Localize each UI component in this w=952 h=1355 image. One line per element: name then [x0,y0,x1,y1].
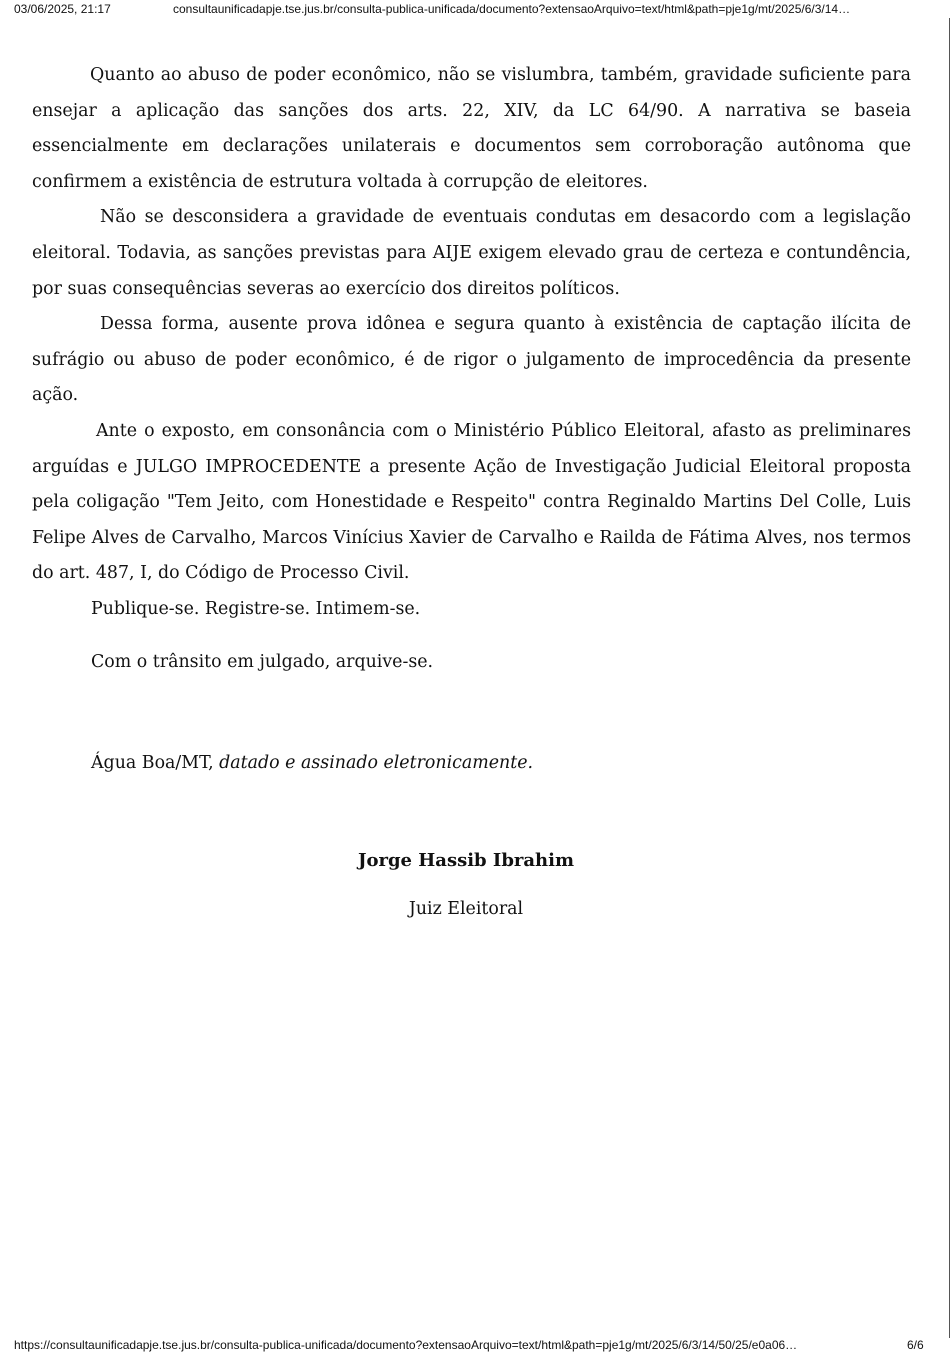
closing-archive: Com o trânsito em julgado, arquive-se. [91,652,434,672]
paragraph-dispositivo: Ante o exposto, em consonância com o Ministério Público Eleitoral, afasto as preliminares arguídas e JULGO IMPROCEDENTE a presente Ação de Investigação Judicial Eleitoral proposta pela coligação "Tem Jeito, com Honestidade e Respeito" contra Reginaldo Martins Del Colle, Luis Felipe Alves de Carvalho, Marcos Vinícius Xavier de Carvalho e Railda de Fátima Alves, nos termos do art. 487, I, do Código de Processo Civil. [32,420,911,584]
signature-name: Jorge Hassib Ibrahim [357,850,575,871]
place-italic-text: datado e assinado eletronicamente. [219,753,534,773]
print-footer-url: https://consultaunificadapje.tse.jus.br/consulta-publica-unificada/documento?extensaoArquivo=text/html&path=pje1g/mt/2025/6/3/14/50/25/e0a06… [14,1338,798,1352]
page-number: 6/6 [907,1338,924,1352]
paragraph-abuso-poder: Quanto ao abuso de poder econômico, não se vislumbra, também, gravidade suficiente para ensejar a aplicação das sanções dos arts. 22, XIV, da LC 64/90. A narrativa se baseia essencialmente em declarações unilaterais e documentos sem corroboração autônoma que confirmem a existência de estrutura voltada à corrupção de eleitores. [32,65,911,192]
print-header [0,2,952,18]
paragraph-ausente-prova: Dessa forma, ausente prova idônea e segura quanto à existência de captação ilícita de sufrágio ou abuso de poder econômico, é de rigor o julgamento de improcedência da presente ação. [32,314,911,406]
signature-role: Juiz Eleitoral [408,899,524,919]
print-footer [0,1338,952,1354]
closing-place-date [91,751,533,775]
document-body [32,58,911,592]
place-text: Água Boa/MT, [91,753,220,773]
print-datetime: 03/06/2025, 21:17 [14,2,111,16]
paragraph-gravidade: Não se desconsidera a gravidade de eventuais condutas em desacordo com a legislação eleitoral. Todavia, as sanções previstas para AIJE exigem elevado grau de certeza e contundência, por suas consequências severas ao exercício dos direitos políticos. [32,207,911,299]
closing-publish: Publique-se. Registre-se. Intimem-se. [91,599,421,619]
page-edge-rule [949,18,950,1338]
print-header-url: consultaunificadapje.tse.jus.br/consulta-publica-unificada/documento?extensaoArquivo=text/html&path=pje1g/mt/2025/6/3/14… [173,2,851,16]
